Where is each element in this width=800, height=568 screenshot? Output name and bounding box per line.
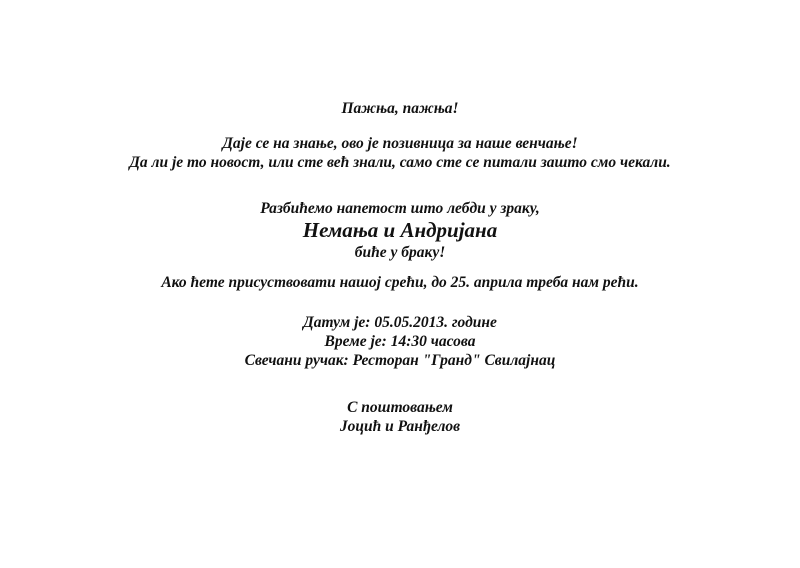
greeting: Пажња, пажња!	[341, 100, 459, 117]
venue-line: Свечани ручак: Ресторан "Гранд" Свилајнац	[244, 352, 556, 369]
intro-line-2: Да ли је то новост, или сте већ знали, само сте се питали зашто смо чекали.	[129, 154, 671, 171]
time-line: Време је: 14:30 часова	[324, 333, 476, 350]
intro-line-1: Даје се на знање, ово је позивница за наше венчање!	[222, 135, 578, 152]
reveal-line: Разбићемо напетост што лебди у зраку,	[260, 200, 540, 217]
closing-line: С поштовањем	[347, 399, 453, 416]
marriage-line: биће у браку!	[354, 244, 446, 261]
date-line: Датум је: 05.05.2013. године	[303, 314, 497, 331]
rsvp-line: Ако ћете присуствовати нашој срећи, до 25. априла треба нам рећи.	[161, 274, 639, 291]
couple-names: Немања и Андријана	[302, 218, 498, 242]
families-signature: Јоцић и Ранђелов	[339, 418, 461, 435]
